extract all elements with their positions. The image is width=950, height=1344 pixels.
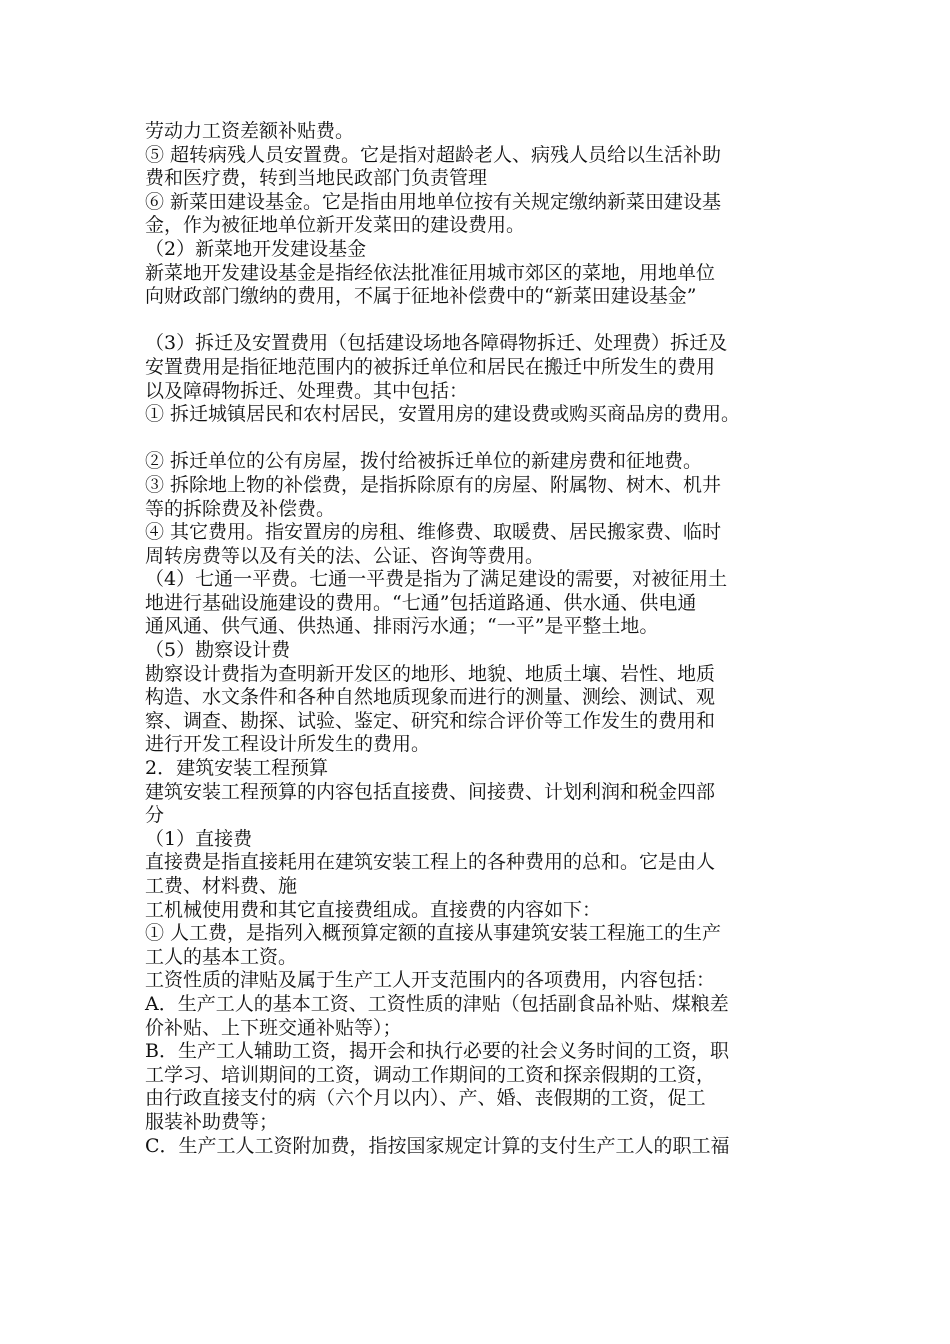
text-line: ① 人工费，是指列入概预算定额的直接从事建筑安装工程施工的生产 — [145, 922, 722, 945]
text-line: ⑥ 新菜田建设基金。它是指由用地单位按有关规定缴纳新菜田建设基 — [145, 190, 722, 213]
text-line: 由行政直接支付的病（六个月以内）、产、婚、丧假期的工资，促工 — [145, 1087, 706, 1110]
text-line: 周转房费等以及有关的法、公证、咨询等费用。 — [145, 544, 545, 567]
text-line: 建筑安装工程预算的内容包括直接费、间接费、计划利润和税金四部 — [145, 780, 716, 803]
text-line: 工机械使用费和其它直接费组成。直接费的内容如下： — [145, 898, 602, 921]
text-line: 通风通、供气通、供热通、排雨污水通；“一平”是平整土地。 — [145, 615, 659, 638]
text-line: 安置费用是指征地范围内的被拆迁单位和居民在搬迁中所发生的费用 — [145, 355, 716, 378]
text-line: 劳动力工资差额补贴费。 — [145, 120, 355, 142]
text-line: 分 — [145, 804, 165, 827]
text-line: 进行开发工程设计所发生的费用。 — [145, 733, 431, 756]
section-heading: （2）新菜地开发建设基金 — [145, 237, 367, 260]
text-line: ① 拆迁城镇居民和农村居民，安置用房的建设费或购买商品房的费用。 — [145, 403, 741, 426]
section-heading: （5）勘察设计费 — [145, 639, 291, 662]
text-line: 向财政部门缴纳的费用，不属于征地补偿费中的“新菜田建设基金” — [145, 285, 697, 308]
blank-line — [145, 309, 845, 333]
text-line: 服装补助费等； — [145, 1110, 279, 1133]
text-line: 金，作为被征地单位新开发菜田的建设费用。 — [145, 214, 526, 237]
text-line: 察、调查、勘探、试验、鉴定、研究和综合评价等工作发生的费用和 — [145, 709, 716, 732]
text-line: ⑤ 超转病残人员安置费。它是指对超龄老人、病残人员给以生活补助 — [145, 143, 722, 166]
text-line: 工人的基本工资。 — [145, 945, 298, 968]
text-line: ③ 拆除地上物的补偿费，是指拆除原有的房屋、附属物、树木、机井 — [145, 473, 722, 496]
text-line: 勘察设计费指为查明新开发区的地形、地貌、地质土壤、岩性、地质 — [145, 662, 716, 685]
text-line: ④ 其它费用。指安置房的房租、维修费、取暖费、居民搬家费、临时 — [145, 521, 722, 544]
text-line: 工资性质的津贴及属于生产工人开支范围内的各项费用，内容包括： — [145, 969, 716, 992]
text-line: 以及障碍物拆迁、处理费。其中包括： — [145, 379, 469, 402]
text-line: 直接费是指直接耗用在建筑安装工程上的各种费用的总和。它是由人 — [145, 851, 716, 874]
text-line: ② 拆迁单位的公有房屋，拨付给被拆迁单位的新建房费和征地费。 — [145, 450, 703, 473]
text-line: 地进行基础设施建设的费用。“七通”包括道路通、供水通、供电通 — [145, 591, 697, 614]
text-line: B．生产工人辅助工资，揭开会和执行必要的社会义务时间的工资，职 — [145, 1040, 729, 1063]
text-line: 费和医疗费，转到当地民政部门负责管理 — [145, 167, 488, 190]
blank-line — [145, 427, 845, 451]
text-line: 等的拆除费及补偿费。 — [145, 497, 336, 520]
document-body — [145, 120, 845, 1158]
section-heading: 2．建筑安装工程预算 — [145, 757, 329, 780]
text-line: 新菜地开发建设基金是指经依法批准征用城市郊区的菜地，用地单位 — [145, 261, 716, 284]
section-heading: （1）直接费 — [145, 827, 253, 850]
text-line: 工学习、培训期间的工资，调动工作期间的工资和探亲假期的工资， — [145, 1063, 716, 1086]
text-line: 构造、水文条件和各种自然地质现象而进行的测量、测绘、测试、观 — [145, 686, 716, 709]
section-heading: （4）七通一平费。七通一平费是指为了满足建设的需要，对被征用土 — [145, 568, 728, 591]
text-line: C．生产工人工资附加费，指按国家规定计算的支付生产工人的职工福 — [145, 1134, 730, 1157]
section-heading: （3）拆迁及安置费用（包括建设场地各障碍物拆迁、处理费）拆迁及 — [145, 332, 728, 355]
text-line: 工费、材料费、施 — [145, 875, 298, 897]
text-line: 价补贴、上下班交通补贴等）； — [145, 1016, 402, 1039]
text-line: A．生产工人的基本工资、工资性质的津贴（包括副食品补贴、煤粮差 — [145, 992, 729, 1015]
